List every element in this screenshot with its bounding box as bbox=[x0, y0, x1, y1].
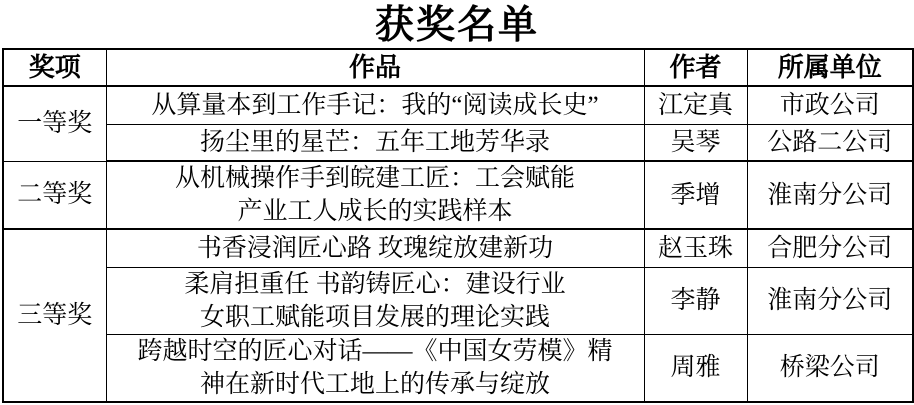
author-cell: 江定真 bbox=[644, 86, 747, 124]
unit-cell: 市政公司 bbox=[747, 86, 913, 124]
work-title-line: 女职工赋能项目发展的理论实践 bbox=[199, 303, 550, 331]
column-header-award: 奖项 bbox=[3, 49, 106, 86]
work-title-line: 柔肩担重任 书韵铸匠心：建设行业 bbox=[184, 270, 566, 298]
work-title-line: 神在新时代工地上的传承与绽放 bbox=[199, 370, 550, 398]
author-cell: 季增 bbox=[644, 161, 747, 229]
work-cell bbox=[106, 161, 644, 229]
column-header-unit: 所属单位 bbox=[747, 49, 913, 86]
work-cell bbox=[106, 229, 644, 267]
work-title-line: 从算量本到工作手记：我的“阅读成长史” bbox=[151, 91, 599, 119]
unit-cell: 淮南分公司 bbox=[747, 267, 913, 334]
unit-cell: 公路二公司 bbox=[747, 124, 913, 161]
table-row bbox=[3, 267, 913, 334]
work-title-line: 跨越时空的匠心对话——《中国女劳模》精 bbox=[137, 337, 613, 365]
table-row bbox=[3, 161, 913, 229]
award-cell: 二等奖 bbox=[3, 161, 106, 229]
unit-cell: 淮南分公司 bbox=[747, 161, 913, 229]
work-cell bbox=[106, 267, 644, 334]
work-cell bbox=[106, 334, 644, 402]
awards-table bbox=[2, 48, 914, 403]
author-cell: 吴琴 bbox=[644, 124, 747, 161]
author-cell: 赵玉珠 bbox=[644, 229, 747, 267]
author-cell: 周雅 bbox=[644, 334, 747, 402]
column-header-work: 作品 bbox=[106, 49, 644, 86]
unit-cell: 桥梁公司 bbox=[747, 334, 913, 402]
unit-cell: 合肥分公司 bbox=[747, 229, 913, 267]
award-cell: 三等奖 bbox=[3, 229, 106, 402]
work-cell bbox=[106, 86, 644, 124]
table-row bbox=[3, 124, 913, 161]
work-title-line: 书香浸润匠心路 玫瑰绽放建新功 bbox=[196, 234, 554, 262]
column-header-author: 作者 bbox=[644, 49, 747, 86]
table-row bbox=[3, 86, 913, 124]
author-cell: 李静 bbox=[644, 267, 747, 334]
award-cell: 一等奖 bbox=[3, 86, 106, 161]
header-row bbox=[3, 49, 913, 86]
page-title: 获奖名单 bbox=[374, 4, 539, 47]
work-title-line: 从机械操作手到皖建工匠：工会赋能 bbox=[174, 165, 575, 192]
work-title-line: 扬尘里的星芒：五年工地芳华录 bbox=[199, 128, 550, 156]
table-row bbox=[3, 229, 913, 267]
table-row bbox=[3, 334, 913, 402]
work-title-line: 产业工人成长的实践样本 bbox=[237, 198, 513, 225]
work-cell bbox=[106, 124, 644, 161]
